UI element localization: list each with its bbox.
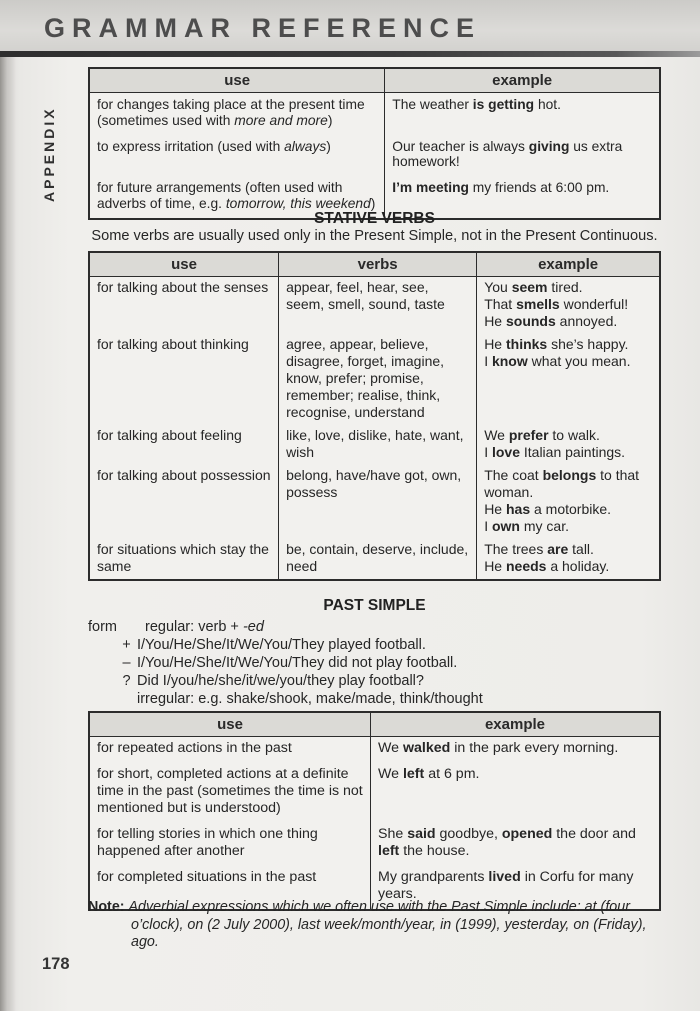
appendix-margin-label: APPENDIX — [41, 106, 57, 202]
use-cell: for talking about thinking — [97, 336, 249, 352]
table-row — [89, 465, 660, 539]
page-binding-shadow — [0, 57, 16, 1011]
use-cell: for short, completed actions at a definite time in the past (sometimes the time is not mentioned but is understood) — [97, 766, 363, 816]
column-header-example: example — [385, 68, 660, 93]
table-header-row — [89, 68, 660, 93]
past-simple-table — [88, 711, 661, 911]
table-row — [89, 334, 660, 425]
page-number: 178 — [42, 955, 70, 973]
past-simple-heading: PAST SIMPLE — [323, 597, 426, 614]
column-header-use: use — [89, 252, 279, 277]
use-cell: for completed situations in the past — [97, 869, 317, 885]
column-header-verbs: verbs — [279, 252, 477, 277]
table-row — [89, 93, 660, 135]
example-cell: He thinks she’s happy. I know what you mean. — [477, 334, 660, 425]
example-cell: Our teacher is always giving us extra homework! — [385, 135, 660, 177]
form-line-text: regular: verb + -ed — [145, 619, 264, 635]
form-label: form — [88, 619, 117, 635]
page-content — [88, 0, 661, 1011]
column-header-example: example — [371, 712, 661, 737]
stative-verbs-heading: STATIVE VERBS — [314, 210, 435, 227]
form-line-question — [88, 672, 661, 690]
example-cell: She said goodbye, opened the door and left the house. — [371, 823, 661, 866]
use-cell: to express irritation (used with always) — [97, 138, 331, 154]
table-row — [89, 763, 660, 823]
column-header-example: example — [477, 252, 660, 277]
form-line-text: irregular: e.g. shake/shook, make/made, think/thought — [137, 691, 483, 707]
table-row — [89, 823, 660, 866]
verbs-cell: like, love, dislike, hate, want, wish — [279, 425, 477, 465]
verbs-cell: belong, have/have got, own, possess — [279, 465, 477, 539]
form-line-negative — [88, 654, 661, 672]
example-cell: My grandparents lived in Corfu for many years. — [371, 866, 661, 910]
example-cell: The coat belongs to that woman. He has a motorbike. I own my car. — [477, 465, 660, 539]
form-line-text: I/You/He/She/It/We/You/They did not play football. — [137, 655, 458, 671]
table-row — [89, 539, 660, 580]
table-row — [89, 135, 660, 177]
use-cell: for talking about possession — [97, 467, 271, 483]
column-header-use: use — [89, 68, 385, 93]
plus-marker: + — [122, 637, 131, 653]
verbs-cell: appear, feel, hear, see, seem, smell, sound, taste — [279, 277, 477, 335]
table-row — [89, 737, 660, 764]
form-line-regular — [88, 618, 661, 636]
form-line-irregular — [88, 690, 661, 708]
use-cell: for talking about feeling — [97, 427, 242, 443]
page-title: GRAMMAR REFERENCE — [44, 13, 482, 43]
use-cell: for repeated actions in the past — [97, 740, 292, 756]
table-header-row — [89, 712, 660, 737]
table-header-row — [89, 252, 660, 277]
example-cell: The trees are tall. He needs a holiday. — [477, 539, 660, 580]
example-cell: We walked in the park every morning. — [371, 737, 661, 764]
past-simple-note: Note: Adverbial expressions which we often use with the Past Simple include: at (four o’clock), on (2 July 2000), last week/month/year, in (1999), yesterday, on (Friday), ago. — [88, 899, 647, 950]
verbs-cell: agree, appear, believe, disagree, forget, imagine, know, prefer; promise, remember; realise, think, recognise, understand — [279, 334, 477, 425]
present-continuous-table — [88, 67, 661, 220]
column-header-use: use — [89, 712, 371, 737]
verbs-cell: be, contain, deserve, include, need — [279, 539, 477, 580]
example-cell: The weather is getting hot. — [385, 93, 660, 135]
use-cell: for changes taking place at the present time (sometimes used with more and more) — [97, 97, 365, 128]
use-cell: for situations which stay the same — [97, 541, 269, 574]
example-cell: We left at 6 pm. — [371, 763, 661, 823]
use-cell: for talking about the senses — [97, 279, 269, 295]
form-line-text: I/You/He/She/It/We/You/They played football. — [137, 637, 426, 653]
form-line-text: Did I/you/he/she/it/we/you/they play football? — [137, 673, 424, 689]
example-cell: We prefer to walk. I love Italian paintings. — [477, 425, 660, 465]
use-cell: for future arrangements (often used with adverbs of time, e.g. tomorrow, this weekend) — [97, 180, 376, 211]
past-simple-form-block — [88, 618, 661, 708]
minus-marker: – — [122, 655, 131, 671]
form-line-affirmative — [88, 636, 661, 654]
table-row — [89, 277, 660, 335]
example-cell: I’m meeting my friends at 6:00 pm. — [385, 176, 660, 219]
table-row — [89, 425, 660, 465]
use-cell: for telling stories in which one thing happened after another — [97, 826, 318, 859]
example-cell: You seem tired. That smells wonderful! He sounds annoyed. — [477, 277, 660, 335]
stative-verbs-intro: Some verbs are usually used only in the Present Simple, not in the Present Continuous. — [91, 228, 658, 244]
stative-verbs-table — [88, 251, 661, 581]
question-marker: ? — [122, 673, 131, 689]
